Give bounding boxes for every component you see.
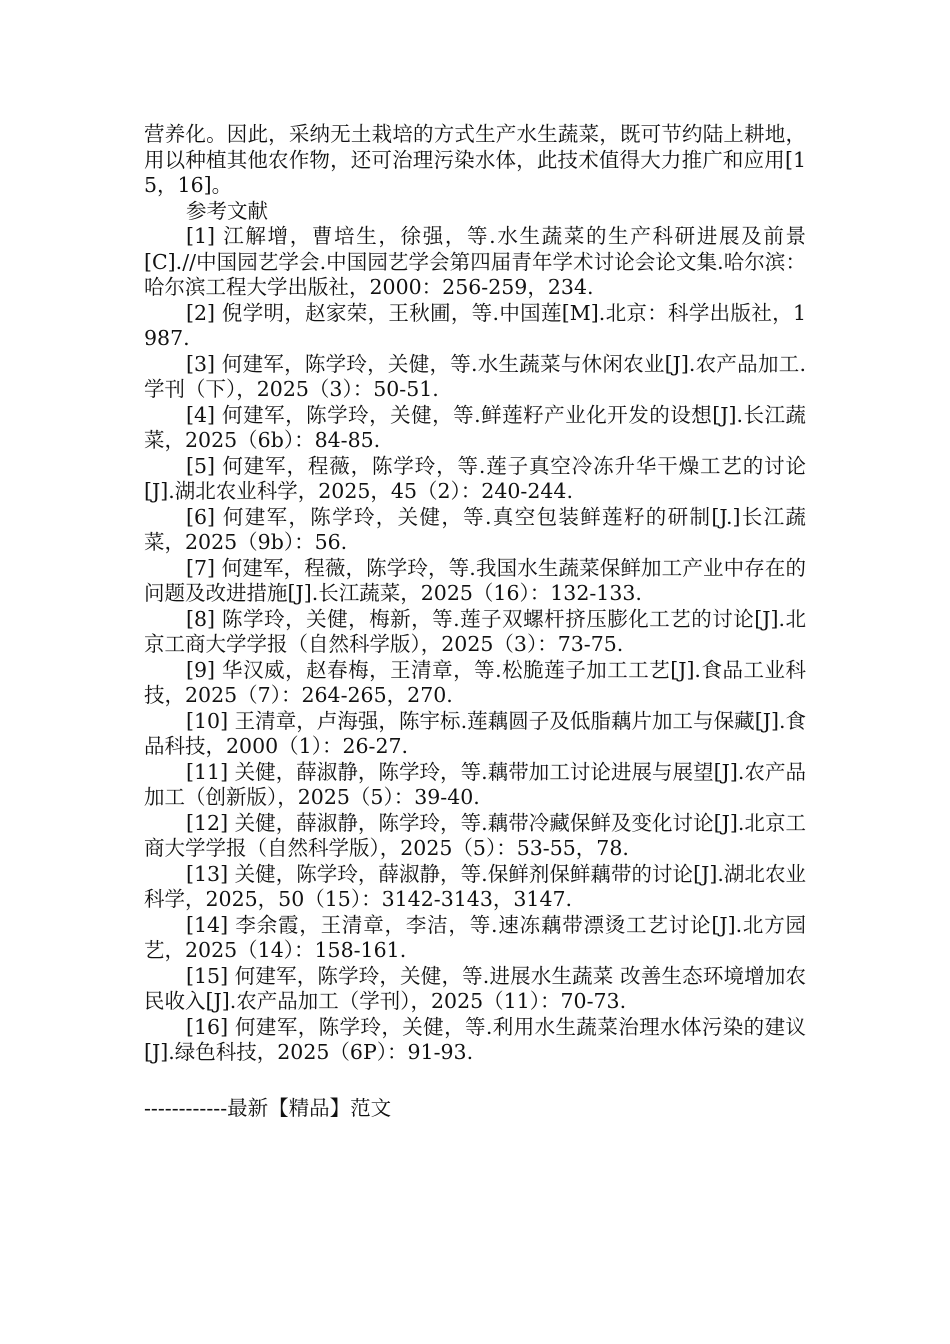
document-body xyxy=(144,122,806,1066)
reference-item: [6] 何建军，陈学玲，关健，等.真空包装鲜莲籽的研制[J.]长江蔬菜，2025（9b）：56. xyxy=(144,504,806,554)
reference-item: [8] 陈学玲，关健，梅新，等.莲子双螺杆挤压膨化工艺的讨论[J].北京工商大学学报（自然科学版），2025（3）：73-75. xyxy=(144,606,806,656)
reference-list xyxy=(144,224,806,1066)
reference-item: [4] 何建军，陈学玲，关健，等.鲜莲籽产业化开发的设想[J].长江蔬菜，2025（6b）：84-85. xyxy=(144,402,806,452)
reference-item: [13] 关健，陈学玲，薛淑静，等.保鲜剂保鲜藕带的讨论[J].湖北农业科学，2025，50（15）：3142-3143，3147. xyxy=(144,861,806,911)
reference-item: [12] 关健，薛淑静，陈学玲，等.藕带冷藏保鲜及变化讨论[J].北京工商大学学报（自然科学版），2025（5）：53-55，78. xyxy=(144,810,806,860)
reference-item: [2] 倪学明，赵家荣，王秋圃，等.中国莲[M].北京：科学出版社，1987. xyxy=(144,300,806,350)
reference-item: [14] 李余霞，王清章，李洁，等.速冻藕带漂烫工艺讨论[J].北方园艺，2025（14）：158-161. xyxy=(144,912,806,962)
references-heading: 参考文献 xyxy=(186,198,268,223)
reference-item: [15] 何建军，陈学玲，关健，等.进展水生蔬菜 改善生态环境增加农民收入[J].农产品加工（学刊），2025（11）：70-73. xyxy=(144,963,806,1013)
reference-item: [5] 何建军，程薇，陈学玲，等.莲子真空冷冻升华干燥工艺的讨论[J].湖北农业科学，2025，45（2）：240-244. xyxy=(144,453,806,503)
reference-item: [11] 关健，薛淑静，陈学玲，等.藕带加工讨论进展与展望[J].农产品加工（创新版），2025（5）：39-40. xyxy=(144,759,806,809)
footer-banner: ------------最新【精品】范文 xyxy=(144,1096,392,1120)
reference-item: [9] 华汉威，赵春梅，王清章，等.松脆莲子加工工艺[J].食品工业科技，2025（7）：264-265，270. xyxy=(144,657,806,707)
reference-item: [16] 何建军，陈学玲，关健，等.利用水生蔬菜治理水体污染的建议[J].绿色科技，2025（6P）：91-93. xyxy=(144,1014,806,1064)
intro-paragraph: 营养化。因此，采纳无土栽培的方式生产水生蔬菜，既可节约陆上耕地，用以种植其他农作物，还可治理污染水体，此技术值得大力推广和应用[15，16]。 xyxy=(144,122,806,197)
reference-item: [3] 何建军，陈学玲，关健，等.水生蔬菜与休闲农业[J].农产品加工.学刊（下），2025（3）：50-51. xyxy=(144,351,806,401)
reference-item: [7] 何建军，程薇，陈学玲，等.我国水生蔬菜保鲜加工产业中存在的问题及改进措施[J].长江蔬菜，2025（16）：132-133. xyxy=(144,555,806,605)
reference-item: [1] 江解增，曹培生，徐强，等.水生蔬菜的生产科研进展及前景[C].//中国园艺学会.中国园艺学会第四届青年学术讨论会论文集.哈尔滨：哈尔滨工程大学出版社，2000：256-259，234. xyxy=(144,224,806,299)
reference-item: [10] 王清章，卢海强，陈宇标.莲藕圆子及低脂藕片加工与保藏[J].食品科技，2000（1）：26-27. xyxy=(144,708,806,758)
